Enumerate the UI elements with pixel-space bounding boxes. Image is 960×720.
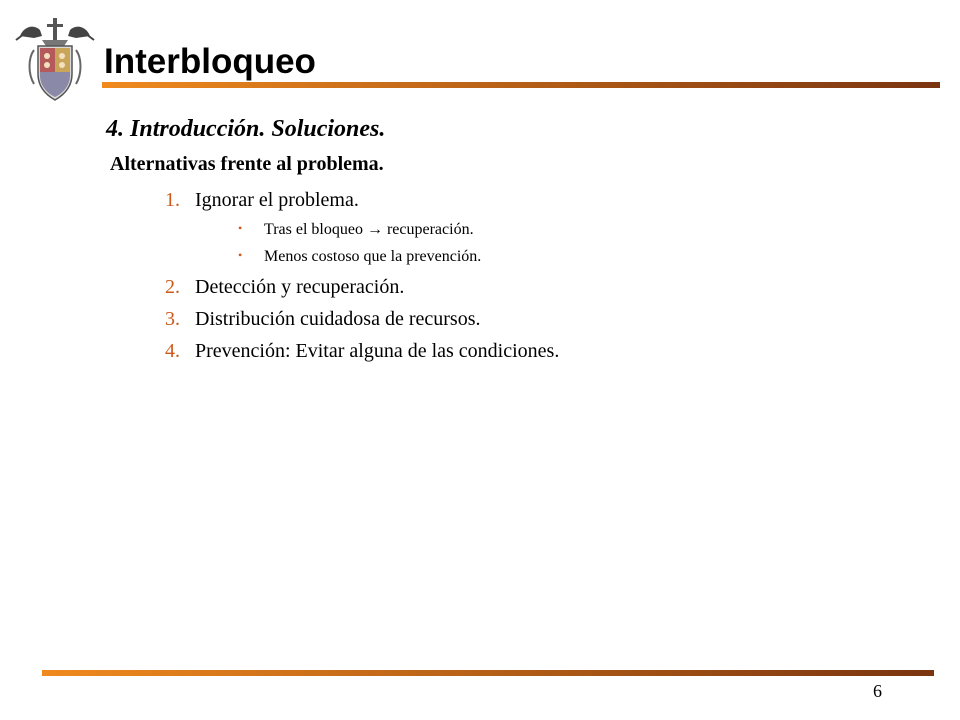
sub-bullet-text: Tras el bloqueo → recuperación. [264, 221, 474, 238]
list-item-2 [165, 274, 404, 300]
university-coat-of-arms-icon [14, 14, 96, 102]
bullet-glyph: • [238, 248, 243, 262]
sub-bullet-text: Menos costoso que la prevención. [264, 248, 482, 265]
list-item-text: Distribución cuidadosa de recursos. [195, 308, 481, 330]
list-number: 2. [165, 276, 180, 298]
slide-title: Interbloqueo [104, 42, 316, 81]
slide-subtitle: 4. Introducción. Soluciones. [106, 116, 386, 142]
sub-bullet-1 [238, 218, 474, 240]
section-heading: Alternativas frente al problema. [110, 153, 384, 175]
list-number: 3. [165, 308, 180, 330]
list-item-3 [165, 306, 480, 332]
list-item-text: Prevención: Evitar alguna de las condiciones. [195, 340, 560, 362]
list-item-1 [165, 187, 359, 213]
list-item-text: Ignorar el problema. [195, 189, 359, 211]
list-item-text: Detección y recuperación. [195, 276, 405, 298]
list-number: 1. [165, 189, 180, 211]
sub-bullet-2 [238, 245, 481, 267]
title-underline-bar [102, 82, 940, 88]
bullet-glyph: • [238, 221, 243, 235]
list-item-4 [165, 338, 559, 364]
list-number: 4. [165, 340, 180, 362]
page-number: 6 [873, 681, 882, 701]
footer-bar [42, 670, 934, 676]
